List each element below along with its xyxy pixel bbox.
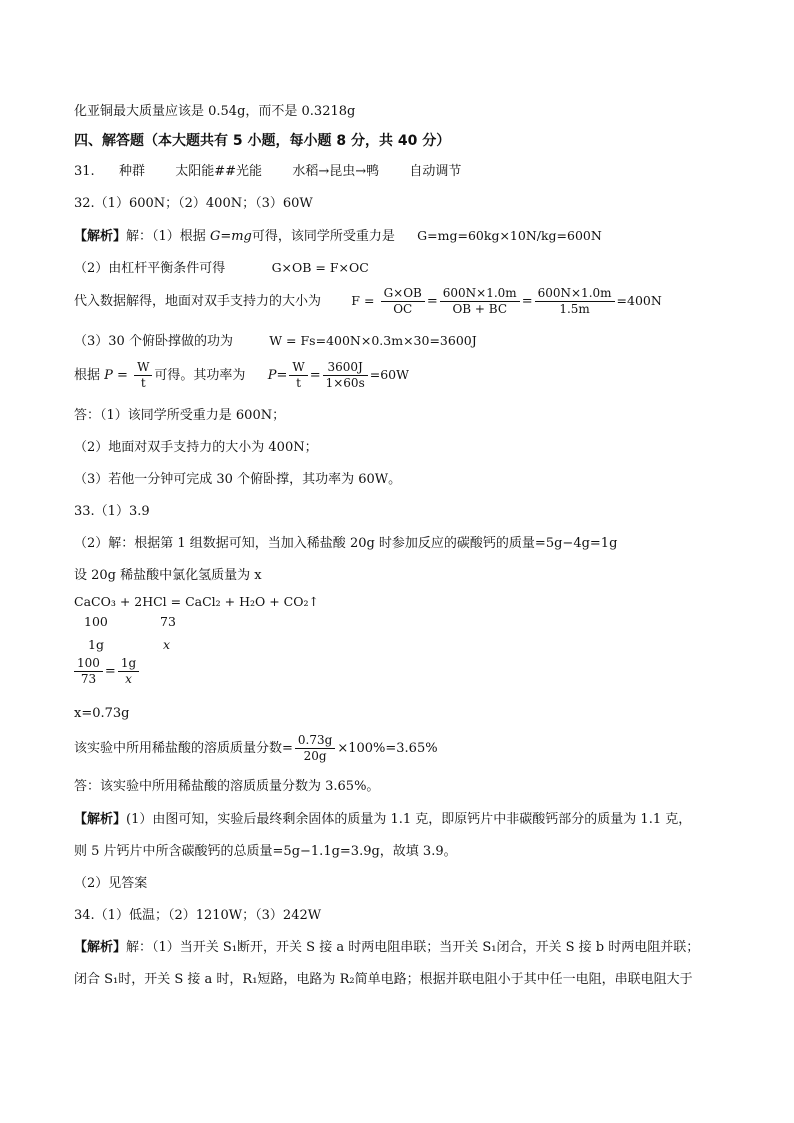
mass-hcl: x — [163, 637, 171, 652]
text-run: （3）30 个俯卧撑做的功为 — [74, 334, 233, 349]
fraction: $\frac{W}{t}$ — [289, 360, 307, 391]
chemical-equation: CaCO₃ + 2HCl = CaCl₂ + H₂O + CO₂↑ — [74, 594, 319, 609]
q32-ans-3: （3）若他一分钟可完成 30 个俯卧撑，其功率为 60W。 — [74, 472, 402, 487]
fraction: $\frac{W}{t}$ — [134, 360, 152, 391]
proportion: $\frac{100}{73}$ = $\frac{1g}{x}$ — [74, 656, 141, 687]
q32-analysis-line3: 代入数据解得，地面对双手支持力的大小为 F = $\frac{G\times OB}{OC}$ = $\frac{600N\times 1.0m}{OB + BC}$ = $\frac{600N\times 1.0m}{1.5m}$ =400N — [74, 286, 662, 316]
result: ×100%=3.65% — [337, 741, 438, 756]
q33-line3: 设 20g 稀盐酸中氯化氢质量为 x — [74, 568, 262, 583]
q32-analysis-line4 — [74, 332, 477, 351]
formula: W = Fs=400N×0.3m×30=3600J — [269, 333, 477, 348]
analysis-tag: 【解析】 — [74, 229, 127, 244]
analysis-tag: 【解析】 — [74, 812, 127, 827]
answer-2: 太阳能##光能 — [175, 164, 263, 179]
result: =60W — [369, 367, 409, 382]
answer-3: 水稻→昆虫→鸭 — [292, 164, 380, 179]
formula: G=mg=60kg×10N/kg=600N — [417, 228, 602, 243]
q32-analysis-line2 — [74, 259, 369, 278]
fraction: $\frac{G\times OB}{OC}$ — [381, 286, 425, 317]
text-run: (1）由图可知，实验后最终剩余固体的质量为 1.1 克，即原钙片中非碳酸钙部分的质量为 1.1 克， — [126, 812, 692, 827]
text-run: （2）由杠杆平衡条件可得 — [74, 261, 226, 276]
fraction: $\frac{100}{73}$ — [74, 656, 103, 687]
q33-analysis-2: 则 5 片钙片中所含碳酸钙的总质量=5g−1.1g=3.9g，故填 3.9。 — [74, 844, 457, 859]
answer-1: 种群 — [118, 164, 145, 179]
q33-line4 — [74, 733, 438, 764]
q33-answer: 33.（1）3.9 — [74, 504, 150, 519]
text-run: 可得。其功率为 — [154, 368, 246, 383]
section-heading: 四、解答题（本大题共有 5 小题，每小题 8 分，共 40 分） — [74, 133, 451, 149]
q33-analysis-1 — [74, 811, 691, 829]
q31-answer — [74, 163, 461, 181]
analysis-tag: 【解析】 — [74, 940, 127, 955]
molar-mass-hcl: 73 — [160, 614, 176, 629]
formula: P= — [267, 368, 288, 383]
q34-analysis-1 — [74, 939, 699, 957]
text-run: 可得，该同学所受重力是 — [251, 229, 395, 244]
formula: F = — [351, 293, 375, 308]
q32-analysis-line1 — [74, 227, 602, 246]
mass-caco3: 1g — [88, 637, 104, 652]
result: =400N — [616, 293, 662, 308]
text-run: 解：（1）根据 — [126, 229, 206, 244]
fraction: $\frac{0.73g}{20g}$ — [295, 733, 335, 764]
q34-analysis-2: 闭合 S₁时，开关 S 接 a 时，R₁短路，电路为 R₂简单电路；根据并联电阻小于其中任一电阻，串联电阻大于 — [74, 972, 693, 987]
fraction: $\frac{1g}{x}$ — [118, 656, 139, 687]
q33-analysis-3: （2）见答案 — [74, 876, 148, 891]
fraction: $\frac{600N\times 1.0m}{1.5m}$ — [535, 286, 615, 317]
q32-ans-2: （2）地面对双手支持力的大小为 400N； — [74, 440, 318, 455]
text-run: 根据 — [74, 368, 101, 383]
molar-mass-caco3: 100 — [84, 614, 108, 629]
text-run: 解：（1）当开关 S₁断开，开关 S 接 a 时两电阻串联；当开关 S₁闭合，开关 S 接 b 时两电阻并联； — [126, 940, 700, 955]
fraction: $\frac{3600J}{1\times 60s}$ — [323, 360, 368, 391]
answer-4: 自动调节 — [409, 164, 462, 179]
q32-answer: 32.（1）600N；（2）400N；（3）60W — [74, 196, 313, 211]
formula: G×OB = F×OC — [271, 260, 369, 275]
question-number: 31. — [74, 164, 95, 179]
formula: P = — [104, 368, 128, 383]
q34-answer: 34.（1）低温；（2）1210W；（3）242W — [74, 908, 322, 923]
text-line: 化亚铜最大质量应该是 0.54g，而不是 0.3218g — [74, 104, 356, 119]
q33-x-result: x=0.73g — [74, 706, 130, 721]
q32-ans-1: 答：（1）该同学所受重力是 600N； — [74, 408, 286, 423]
q33-line2: （2）解：根据第 1 组数据可知，当加入稀盐酸 20g 时参加反应的碳酸钙的质量=5g−4g=1g — [74, 536, 618, 551]
fraction: $\frac{600N\times 1.0m}{OB + BC}$ — [440, 286, 520, 317]
text-run: 该实验中所用稀盐酸的溶质质量分数= — [74, 741, 293, 756]
text-run: 代入数据解得，地面对双手支持力的大小为 — [74, 294, 322, 309]
formula: G=mg — [209, 229, 252, 244]
q32-analysis-line5: 根据 P = $\frac{W}{t}$ 可得。其功率为 P= $\frac{W}{t}$ = $\frac{3600J}{1\times 60s}$ =60W — [74, 360, 409, 390]
q33-ans: 答：该实验中所用稀盐酸的溶质质量分数为 3.65%。 — [74, 779, 380, 794]
